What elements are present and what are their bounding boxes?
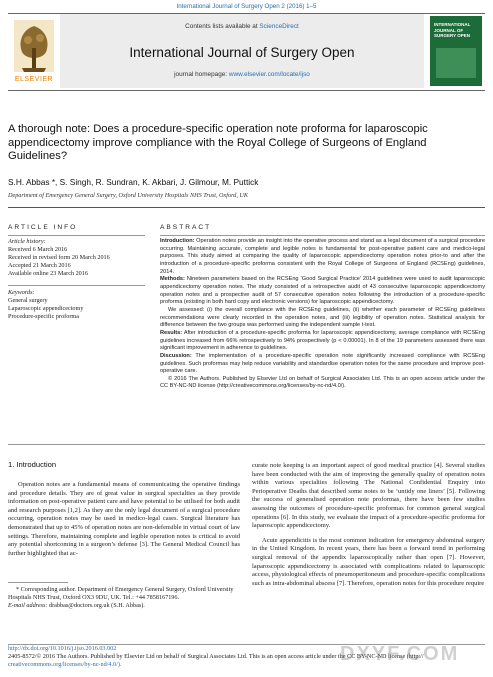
abstract-methods-text: Nineteen parameters based on the RCSEng ‘Good Surgical Practice’ 2014 guidelines were used to audit laparoscopic appendicectomy operation notes. The study consisted of a retrospective audit of 43 consecutive laparoscopic appendicectomy operation notes and a prospective audit of 57 consecutive operation notes following the introduction of a procedure-specific proforma (existing in both hard copy and electronic versions) for laparoscopic appendicectomy.	[160, 276, 485, 306]
history-item: Available online 23 March 2016	[8, 270, 88, 278]
abstract-methods-2: We assessed: (i) the overall compliance with the RCSEng guidelines, (ii) whether each parameter of RCSEng guidelines recommendations were clearly recorded in the operation notes, and (iii) legibility of operation notes. Statistical analysis for difference between the two groups was performed using the independent sample t-test.	[160, 306, 485, 329]
abstract-results-text: After introduction of a procedure-specific proforma for laparoscopic appendicectomy, average compliance with RCSEng guidelines increased from 66% retrospectively to 94% prospectively (p < 0.00001). In 8 of the 19 parameters assessed there was significant improvement in adherence to guidelines.	[160, 329, 485, 352]
keywords-label: Keywords:	[8, 289, 35, 296]
divider	[160, 235, 485, 236]
footnote-corresponding: * Corresponding author. Department of Emergency General Surgery, Oxford University Hospitals NHS Trust, Oxford OX3 9DU, UK. Tel.: +44 7858167196.	[8, 586, 234, 602]
abstract-intro-text: Operation notes provide an insight into the operative process and stand as a legal document of a surgical procedure occurring. Maintaining accurate, complete and legible notes is fundamental for post-operative patient care and medico-legal purposes. This study aimed at comparing the quality of laparoscopic appendicectomy operation notes prior-to and after the introduction of a procedure-specific proforma consistent with the Royal College of Surgeons of England (RCSEng) guidelines, 2014.	[160, 238, 485, 275]
history-item: Received 6 March 2016	[8, 246, 68, 254]
footnote-rule	[8, 582, 68, 583]
homepage-link[interactable]: www.elsevier.com/locate/ijso	[228, 71, 310, 78]
contents-prefix: Contents lists available at	[185, 23, 260, 30]
paragraph: Acute appendicitis is the most common indication for emergency abdominal surgery in the United Kingdom. In recent years, there has been a forward trend in performing surgical removal of the appendix laparoscopically rather than open [7]. However, laparoscopic appendicectomy is associated with complications related to laparoscopic access, physiological effects of pneumoperitoneum and procedure-specific complications such as intra-abdominal abscess [7]. Therefore, operation notes for this procedure require	[252, 536, 485, 587]
history-item: Received in revised form 20 March 2016	[8, 254, 110, 262]
journal-title: International Journal of Surgery Open	[129, 45, 355, 60]
intro-left-column	[8, 481, 240, 558]
keyword: Procedure-specific proforma	[8, 313, 79, 321]
divider	[8, 207, 485, 208]
abstract-results	[160, 330, 485, 353]
paragraph: curate note keeping is an important aspect of good medical practice [4]. Several studies have been conducted with the aim of improving the generally quality of operation notes within various specialties following The National Confidential Enquiry into Perioperative Deaths that described some notes to be ‘untidy one liners’ [5]. Following the success of generalised operation note proformas, there have been few studies assessing the outcomes of procedure-specific proformas for common general surgical operations [6]. In this study, we evaluate the impact of a procedure-specific proforma for laparoscopic appendicectomy.	[252, 462, 485, 530]
history-item: Accepted 21 March 2016	[8, 262, 71, 270]
abstract-discussion-label: Discussion:	[160, 352, 192, 359]
abstract-methods	[160, 276, 485, 307]
doi-link[interactable]: http://dx.doi.org/10.1016/j.ijso.2016.03.002	[8, 645, 117, 652]
abstract-results-label: Results:	[160, 329, 183, 336]
issn-text: 2405-8572/© 2016 The Authors. Published by Elsevier Ltd on behalf of Surgical Associates Ltd. This is an open access article under the CC BY-NC-ND license (http://	[8, 653, 424, 661]
contents-line	[60, 23, 424, 31]
abstract-introduction	[160, 238, 485, 276]
homepage-line	[60, 71, 424, 79]
license-link[interactable]: creativecommons.org/licenses/by-nc-nd/4.0/).	[8, 661, 122, 669]
paragraph: Operation notes are a fundamental means of communicating the operative findings and procedure details. They are of great value in surgical specialties as they provide information on post-operative patient care and have potential to be utilised for both audit and research purposes [1,2]. As they are the only legal document of a surgical procedure occurring, operation notes may be used in medico-legal cases. Surgical literature has demonstrated that up to 45% of operation notes are non-defensible in virtual court of law settings. Therefore, maintaining complete and legible operation notes is critical to avoid any potential shortcoming in a surgeon’s defense [3]. The General Medical Council has further highlighted that ac-	[8, 481, 240, 557]
abstract-discussion-text: The implementation of a procedure-specific operation note significantly increased compliance with RCSEng guidelines. Such proformas may help reduce variability and standardise operation notes for the same procedure and improve post-operative care.	[160, 352, 485, 375]
journal-cover-thumbnail	[430, 16, 482, 86]
keywords-block	[8, 289, 148, 321]
section-heading: 1. Introduction	[8, 460, 57, 469]
divider	[8, 235, 145, 236]
keyword: General surgery	[8, 297, 48, 305]
footnote-email-label: E-mail address:	[8, 602, 48, 610]
cover-image	[436, 48, 476, 78]
affiliation: Department of Emergency General Surgery, Oxford University Hospitals NHS Trust, Oxford, UK	[8, 192, 249, 199]
running-head[interactable]: International Journal of Surgery Open 2 (2016) 1–5	[176, 3, 317, 10]
intro-right-column	[252, 462, 485, 588]
article-info-heading: ARTICLE INFO	[8, 224, 78, 231]
abstract-copyright: © 2016 The Authors. Published by Elsevier Ltd on behalf of Surgical Associates Ltd. This is an open access article under the CC BY-NC-ND license (http://creativecommons.org/licenses/by-nc-nd/4.0/).	[160, 375, 485, 390]
watermark: DXYF.COM	[340, 643, 460, 665]
cover-title: INTERNATIONAL JOURNAL OF SURGERY OPEN	[434, 22, 471, 38]
elsevier-logo	[12, 18, 56, 86]
abstract-body	[160, 238, 485, 391]
footnote	[8, 586, 240, 610]
homepage-prefix: journal homepage:	[174, 71, 229, 78]
divider	[8, 444, 485, 445]
abstract-heading: ABSTRACT	[160, 224, 212, 231]
author-list: S.H. Abbas *, S. Singh, R. Sundran, K. Akbari, J. Gilmour, M. Puttick	[8, 177, 259, 187]
history-label: Article history:	[8, 238, 46, 245]
abstract-methods-label: Methods:	[160, 276, 185, 283]
article-history	[8, 238, 148, 278]
footnote-email: drabbas@doctors.org.uk (S.H. Abbas).	[49, 602, 145, 610]
abstract-discussion	[160, 353, 485, 376]
keyword: Laparoscopic appendicectomy	[8, 305, 84, 313]
article-title: A thorough note: Does a procedure-specific operation note proforma for laparoscopic appendicectomy improve compliance with the Royal College of Surgeons of England Guidelines?	[8, 123, 428, 163]
sciencedirect-link[interactable]: ScienceDirect	[259, 23, 299, 30]
abstract-intro-label: Introduction:	[160, 238, 195, 244]
publisher-logo-text: ELSEVIER	[14, 76, 54, 83]
divider	[8, 285, 145, 286]
